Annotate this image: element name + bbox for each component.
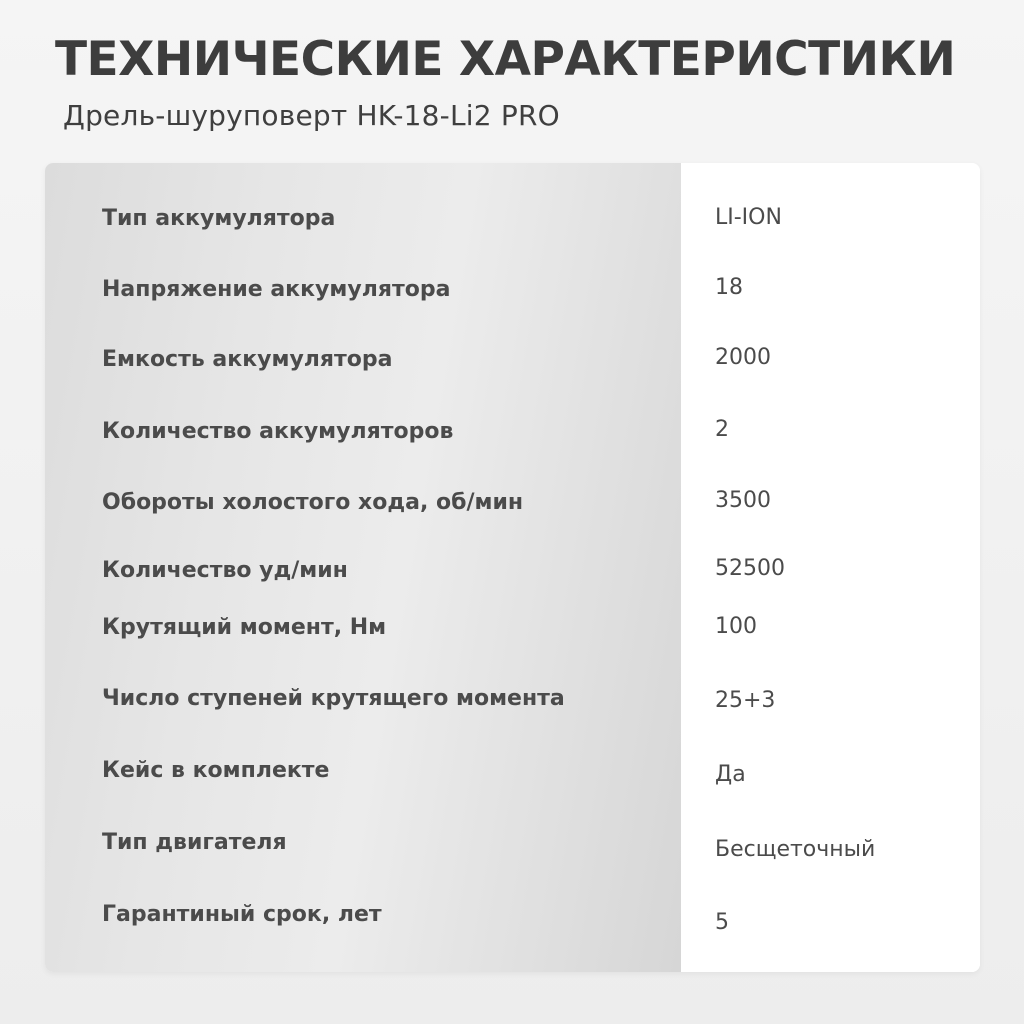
spec-value-battery-capacity: 2000 [715, 345, 771, 370]
spec-value-idle-speed: 3500 [715, 488, 771, 513]
spec-value-torque-steps: 25+3 [715, 688, 776, 713]
spec-label-case-included: Кейс в комплекте [102, 758, 330, 783]
spec-value-battery-voltage: 18 [715, 275, 743, 300]
spec-label-idle-speed: Обороты холостого хода, об/мин [102, 490, 524, 515]
product-subtitle: Дрель-шуруповерт HK-18-Li2 PRO [63, 99, 560, 132]
spec-label-impact-rate: Количество уд/мин [102, 558, 348, 583]
spec-label-battery-voltage: Напряжение аккумулятора [102, 277, 451, 302]
spec-value-case-included: Да [715, 762, 746, 787]
spec-label-battery-type: Тип аккумулятора [102, 206, 336, 231]
spec-label-warranty: Гарантиный срок, лет [102, 902, 382, 927]
spec-value-motor-type: Бесщеточный [715, 837, 876, 862]
spec-label-battery-capacity: Емкость аккумулятора [102, 347, 393, 372]
spec-value-battery-count: 2 [715, 417, 729, 442]
spec-table [45, 163, 980, 972]
page-title: ТЕХНИЧЕСКИЕ ХАРАКТЕРИСТИКИ [55, 32, 956, 87]
spec-label-motor-type: Тип двигателя [102, 830, 287, 855]
spec-label-torque-steps: Число ступеней крутящего момента [102, 686, 565, 711]
spec-value-battery-type: LI-ION [715, 205, 782, 230]
spec-label-battery-count: Количество аккумуляторов [102, 419, 454, 444]
spec-value-torque: 100 [715, 614, 757, 639]
spec-label-torque: Крутящий момент, Нм [102, 615, 387, 640]
spec-value-warranty: 5 [715, 910, 729, 935]
spec-value-impact-rate: 52500 [715, 556, 785, 581]
